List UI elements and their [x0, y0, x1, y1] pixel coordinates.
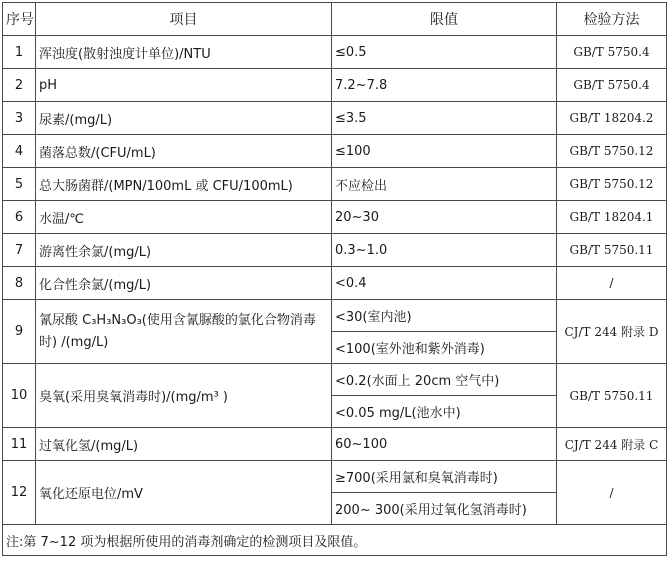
row-limit-a: <0.2(水面上 20cm 空气中): [332, 364, 557, 396]
header-item: 项目: [36, 3, 332, 36]
row-method: GB/T 5750.12: [557, 168, 667, 201]
table-row: [3, 135, 667, 168]
row-item: pH: [36, 69, 332, 102]
row-limit-b: <100(室外池和紫外消毒): [332, 332, 557, 364]
row-limit-b: 200~ 300(采用过氧化氢消毒时): [332, 493, 557, 525]
row-no: 5: [3, 168, 36, 201]
table-row: [3, 267, 667, 300]
row-limit-b: <0.05 mg/L(池水中): [332, 396, 557, 428]
table-row: [3, 168, 667, 201]
row-no: 9: [3, 300, 36, 364]
table-row: [3, 201, 667, 234]
row-method: GB/T 18204.2: [557, 102, 667, 135]
row-no: 8: [3, 267, 36, 300]
row-item: 总大肠菌群/(MPN/100mL 或 CFU/100mL): [36, 168, 332, 201]
row-no: 11: [3, 428, 36, 461]
row-item: 水温/℃: [36, 201, 332, 234]
header-limit: 限值: [332, 3, 557, 36]
row-method: /: [557, 267, 667, 300]
row-no: 3: [3, 102, 36, 135]
row-item: 菌落总数/(CFU/mL): [36, 135, 332, 168]
table-row: [3, 102, 667, 135]
row-limit: 不应检出: [332, 168, 557, 201]
row-limit: 0.3~1.0: [332, 234, 557, 267]
row-no: 4: [3, 135, 36, 168]
row-method: GB/T 5750.12: [557, 135, 667, 168]
table-row: [3, 300, 667, 332]
table-note: 注:第 7~12 项为根据所使用的消毒剂确定的检测项目及限值。: [3, 525, 667, 556]
row-item: 氰尿酸 C₃H₃N₃O₃(使用含氰脲酸的氯化合物消毒时) /(mg/L): [36, 300, 332, 364]
row-method: CJ/T 244 附录 C: [557, 428, 667, 461]
row-method: GB/T 5750.11: [557, 234, 667, 267]
table-row: [3, 364, 667, 396]
row-item: 游离性余氯/(mg/L): [36, 234, 332, 267]
row-method: GB/T 18204.1: [557, 201, 667, 234]
table-note-row: [3, 525, 667, 556]
row-limit-a: ≥700(采用氯和臭氧消毒时): [332, 461, 557, 493]
row-limit: ≤3.5: [332, 102, 557, 135]
water-quality-table: [2, 2, 667, 556]
table-header-row: [3, 3, 667, 36]
row-item: 臭氧(采用臭氧消毒时)/(mg/m³ ): [36, 364, 332, 428]
row-no: 1: [3, 36, 36, 69]
table-row: [3, 36, 667, 69]
row-no: 6: [3, 201, 36, 234]
table-row: [3, 461, 667, 493]
header-no: 序号: [3, 3, 36, 36]
row-method: CJ/T 244 附录 D: [557, 300, 667, 364]
row-method: GB/T 5750.4: [557, 69, 667, 102]
row-item: 过氧化氢/(mg/L): [36, 428, 332, 461]
row-limit: ≤0.5: [332, 36, 557, 69]
row-method: GB/T 5750.4: [557, 36, 667, 69]
row-limit: 60~100: [332, 428, 557, 461]
row-limit: <0.4: [332, 267, 557, 300]
table-row: [3, 428, 667, 461]
table-row: [3, 69, 667, 102]
row-no: 2: [3, 69, 36, 102]
row-item: 化合性余氯/(mg/L): [36, 267, 332, 300]
table-row: [3, 234, 667, 267]
row-limit-a: <30(室内池): [332, 300, 557, 332]
row-limit: ≤100: [332, 135, 557, 168]
row-method: /: [557, 461, 667, 525]
row-item: 浑浊度(散射浊度计单位)/NTU: [36, 36, 332, 69]
row-method: GB/T 5750.11: [557, 364, 667, 428]
row-item: 氧化还原电位/mV: [36, 461, 332, 525]
row-no: 10: [3, 364, 36, 428]
row-limit: 20~30: [332, 201, 557, 234]
row-item: 尿素/(mg/L): [36, 102, 332, 135]
row-no: 7: [3, 234, 36, 267]
row-limit: 7.2~7.8: [332, 69, 557, 102]
row-no: 12: [3, 461, 36, 525]
header-method: 检验方法: [557, 3, 667, 36]
